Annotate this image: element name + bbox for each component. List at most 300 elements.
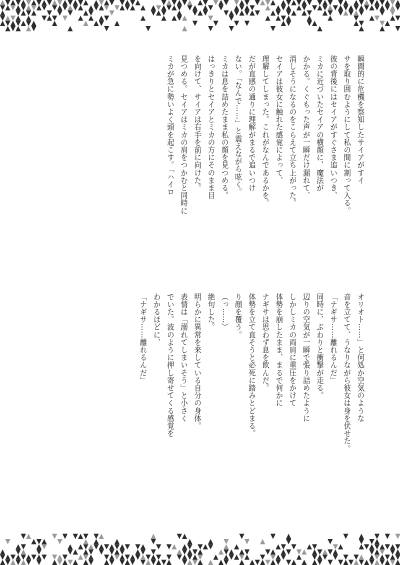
triangle-mark xyxy=(187,555,192,560)
triangle-mark xyxy=(364,5,369,10)
triangle-mark xyxy=(317,0,322,5)
triangle-mark xyxy=(62,534,67,539)
triangle-mark xyxy=(359,560,364,565)
triangle-mark xyxy=(161,16,166,21)
triangle-mark xyxy=(57,560,62,565)
triangle-mark xyxy=(395,544,400,549)
triangle-mark xyxy=(31,10,36,15)
triangle-mark xyxy=(26,10,31,15)
triangle-mark xyxy=(182,549,187,554)
triangle-mark xyxy=(57,555,62,560)
triangle-mark xyxy=(151,549,156,554)
triangle-mark xyxy=(31,5,36,10)
triangle-mark xyxy=(151,560,156,565)
triangle-mark xyxy=(286,549,291,554)
triangle-mark xyxy=(114,539,119,544)
triangle-mark xyxy=(151,534,156,539)
triangle-mark xyxy=(348,5,353,10)
triangle-mark xyxy=(395,26,400,31)
triangle-mark xyxy=(333,544,338,549)
triangle-mark xyxy=(270,26,275,31)
vertical-text-area xyxy=(34,55,368,515)
triangle-mark xyxy=(198,549,203,554)
triangle-mark xyxy=(0,560,5,565)
text-line: 理解してしまった。これがなんであるかを。 xyxy=(261,55,271,207)
triangle-mark xyxy=(16,549,21,554)
triangle-mark xyxy=(198,0,203,5)
triangle-mark xyxy=(385,555,390,560)
triangle-mark xyxy=(359,534,364,539)
triangle-mark xyxy=(338,5,343,10)
triangle-mark xyxy=(203,544,208,549)
triangle-mark xyxy=(312,21,317,26)
text-line: しかしミカの両肩に重圧をかけて xyxy=(289,293,299,407)
triangle-mark xyxy=(120,560,125,565)
triangle-mark xyxy=(62,16,67,21)
text-line: （っ……） xyxy=(221,293,231,331)
triangle-mark xyxy=(83,21,88,26)
triangle-mark xyxy=(182,26,187,31)
triangle-mark xyxy=(99,544,104,549)
triangle-mark xyxy=(21,560,26,565)
triangle-mark xyxy=(281,5,286,10)
triangle-mark xyxy=(364,544,369,549)
triangle-mark xyxy=(109,560,114,565)
triangle-mark xyxy=(296,555,301,560)
triangle-mark xyxy=(130,5,135,10)
triangle-mark xyxy=(31,539,36,544)
triangle-mark xyxy=(380,544,385,549)
triangle-mark xyxy=(0,21,5,26)
text-line: 体勢を立て直そうと必死に踏みとどまる。 xyxy=(248,293,258,438)
triangle-mark xyxy=(276,10,281,15)
text-line: だが直感の通りに理解がまるで追いつけ xyxy=(248,55,258,192)
triangle-mark xyxy=(374,544,379,549)
triangle-mark xyxy=(5,21,10,26)
triangle-mark xyxy=(213,21,218,26)
triangle-mark xyxy=(5,555,10,560)
triangle-mark xyxy=(99,21,104,26)
triangle-pattern-top xyxy=(0,0,400,34)
triangle-mark xyxy=(198,10,203,15)
triangle-mark xyxy=(234,544,239,549)
text-line: 瞬間的に危機を察知したサイアがすイ xyxy=(357,55,366,185)
triangle-mark xyxy=(369,544,374,549)
triangle-mark xyxy=(343,534,348,539)
triangle-mark xyxy=(83,534,88,539)
triangle-mark xyxy=(26,560,31,565)
triangle-mark xyxy=(270,10,275,15)
triangle-mark xyxy=(224,555,229,560)
triangle-mark xyxy=(374,16,379,21)
triangle-mark xyxy=(5,26,10,31)
triangle-mark xyxy=(140,544,145,549)
text-line: り顔を覆う。 xyxy=(234,293,244,339)
triangle-mark xyxy=(146,26,151,31)
triangle-mark xyxy=(239,549,244,554)
triangle-mark xyxy=(395,5,400,10)
triangle-mark xyxy=(21,549,26,554)
triangle-mark xyxy=(369,0,374,5)
triangle-mark xyxy=(78,555,83,560)
triangle-mark xyxy=(130,0,135,5)
text-line: 「ナギサ……離れるんだ」 xyxy=(139,293,149,385)
triangle-mark xyxy=(328,10,333,15)
triangle-mark xyxy=(234,21,239,26)
text-block-top xyxy=(34,55,368,273)
triangle-mark xyxy=(99,0,104,5)
triangle-mark xyxy=(385,21,390,26)
triangle-mark xyxy=(203,0,208,5)
text-line: 表情は「溺れてしまいそう」と小さく xyxy=(180,293,190,423)
triangle-mark xyxy=(281,555,286,560)
triangle-mark xyxy=(229,10,234,15)
triangle-mark xyxy=(42,16,47,21)
triangle-mark xyxy=(244,539,249,544)
triangle-mark xyxy=(140,5,145,10)
triangle-mark xyxy=(224,560,229,565)
triangle-mark xyxy=(16,21,21,26)
triangle-mark xyxy=(42,544,47,549)
triangle-mark xyxy=(57,0,62,5)
triangle-mark xyxy=(88,560,93,565)
triangle-mark xyxy=(343,5,348,10)
triangle-mark xyxy=(31,21,36,26)
triangle-mark xyxy=(255,0,260,5)
triangle-mark xyxy=(369,549,374,554)
triangle-mark xyxy=(307,10,312,15)
triangle-mark xyxy=(359,555,364,560)
triangle-mark xyxy=(255,560,260,565)
triangle-mark xyxy=(286,16,291,21)
text-line: ミカが急に勢いよく頭を起こす。「ハイロ xyxy=(166,55,176,196)
triangle-mark xyxy=(104,555,109,560)
triangle-mark xyxy=(130,560,135,565)
triangle-mark xyxy=(224,544,229,549)
triangle-mark xyxy=(208,26,213,31)
triangle-mark xyxy=(68,544,73,549)
text-line: 明らかに異常を来している自分の身体。 xyxy=(193,293,203,430)
triangle-mark xyxy=(312,555,317,560)
triangle-mark xyxy=(260,539,265,544)
triangle-mark xyxy=(161,10,166,15)
triangle-mark xyxy=(21,21,26,26)
triangle-mark xyxy=(62,5,67,10)
triangle-mark xyxy=(192,555,197,560)
triangle-mark xyxy=(322,0,327,5)
triangle-mark xyxy=(88,16,93,21)
triangle-mark xyxy=(161,0,166,5)
triangle-mark xyxy=(198,555,203,560)
triangle-mark xyxy=(36,5,41,10)
triangle-mark xyxy=(187,539,192,544)
triangle-mark xyxy=(244,549,249,554)
triangle-mark xyxy=(26,534,31,539)
triangle-mark xyxy=(21,0,26,5)
triangle-mark xyxy=(5,539,10,544)
triangle-mark xyxy=(390,5,395,10)
triangle-mark xyxy=(322,10,327,15)
triangle-mark xyxy=(276,555,281,560)
triangle-mark xyxy=(104,544,109,549)
triangle-mark xyxy=(21,544,26,549)
triangle-mark xyxy=(234,555,239,560)
triangle-mark xyxy=(291,560,296,565)
triangle-mark xyxy=(333,555,338,560)
triangle-mark xyxy=(114,544,119,549)
triangle-mark xyxy=(26,26,31,31)
triangle-mark xyxy=(187,544,192,549)
text-line: サを取り囲むようにして私の間に割って入る。 xyxy=(343,55,353,215)
triangle-mark xyxy=(208,539,213,544)
triangle-mark xyxy=(5,5,10,10)
triangle-mark xyxy=(286,5,291,10)
triangle-mark xyxy=(369,5,374,10)
triangle-mark xyxy=(255,10,260,15)
triangle-mark xyxy=(114,549,119,554)
text-line: 絶句した。 xyxy=(207,293,217,331)
triangle-mark xyxy=(68,0,73,5)
triangle-mark xyxy=(317,555,322,560)
triangle-mark xyxy=(10,21,15,26)
triangle-mark xyxy=(36,0,41,5)
triangle-mark xyxy=(385,5,390,10)
triangle-mark xyxy=(395,16,400,21)
triangle-mark xyxy=(203,10,208,15)
triangle-mark xyxy=(213,555,218,560)
triangle-mark xyxy=(239,5,244,10)
triangle-mark xyxy=(354,555,359,560)
triangle-mark xyxy=(109,544,114,549)
triangle-mark xyxy=(276,544,281,549)
triangle-mark xyxy=(172,544,177,549)
triangle-mark xyxy=(286,0,291,5)
triangle-mark xyxy=(10,560,15,565)
triangle-mark xyxy=(120,0,125,5)
text-line: ミカは息を詰めたまま私の顔を見つめる。 xyxy=(221,55,231,200)
triangle-mark xyxy=(359,539,364,544)
triangle-mark xyxy=(244,0,249,5)
triangle-mark xyxy=(52,534,57,539)
triangle-mark xyxy=(68,5,73,10)
triangle-mark xyxy=(73,549,78,554)
triangle-mark xyxy=(36,560,41,565)
triangle-mark xyxy=(265,549,270,554)
triangle-mark xyxy=(177,549,182,554)
triangle-mark xyxy=(390,549,395,554)
triangle-mark xyxy=(307,16,312,21)
triangle-mark xyxy=(26,5,31,10)
triangle-mark xyxy=(146,555,151,560)
triangle-mark xyxy=(83,549,88,554)
text-line: を向けて、サイアは右手を前に向けた。 xyxy=(193,55,203,192)
triangle-mark xyxy=(26,555,31,560)
triangle-mark xyxy=(354,10,359,15)
triangle-mark xyxy=(281,21,286,26)
triangle-mark xyxy=(395,0,400,5)
triangle-mark xyxy=(88,544,93,549)
triangle-mark xyxy=(218,549,223,554)
triangle-mark xyxy=(109,10,114,15)
triangle-mark xyxy=(68,560,73,565)
triangle-mark xyxy=(166,5,171,10)
text-line: でいた。波のように押し寄せてくる感覚を xyxy=(166,293,176,438)
triangle-mark xyxy=(182,560,187,565)
triangle-mark xyxy=(239,0,244,5)
triangle-mark xyxy=(218,0,223,5)
text-line: ナギサは思わず息を飲んだ。 xyxy=(261,293,271,392)
triangle-mark xyxy=(229,549,234,554)
triangle-mark xyxy=(281,16,286,21)
triangle-mark xyxy=(302,549,307,554)
triangle-mark xyxy=(265,16,270,21)
triangle-mark xyxy=(0,0,5,5)
triangle-mark xyxy=(120,555,125,560)
triangle-mark xyxy=(208,5,213,10)
triangle-mark xyxy=(73,0,78,5)
triangle-mark xyxy=(78,534,83,539)
triangle-mark xyxy=(395,555,400,560)
triangle-mark xyxy=(218,5,223,10)
text-line: 体勢を崩したまま、まるで何かに xyxy=(275,293,285,407)
triangle-mark xyxy=(374,560,379,565)
triangle-mark xyxy=(0,16,5,21)
triangle-mark xyxy=(172,16,177,21)
triangle-mark xyxy=(380,560,385,565)
triangle-mark xyxy=(52,555,57,560)
triangle-mark xyxy=(229,16,234,21)
triangle-mark xyxy=(312,549,317,554)
triangle-mark xyxy=(265,0,270,5)
triangle-mark xyxy=(36,539,41,544)
triangle-mark xyxy=(187,5,192,10)
triangle-mark xyxy=(177,0,182,5)
triangle-mark xyxy=(109,549,114,554)
triangle-mark xyxy=(16,544,21,549)
triangle-mark xyxy=(380,5,385,10)
triangle-mark xyxy=(348,560,353,565)
triangle-mark xyxy=(57,10,62,15)
triangle-mark xyxy=(88,10,93,15)
triangle-mark xyxy=(125,560,130,565)
text-line: 辺りの空気が一瞬で張り詰めたように xyxy=(302,293,312,423)
triangle-mark xyxy=(385,534,390,539)
triangle-mark xyxy=(270,549,275,554)
triangle-mark xyxy=(182,534,187,539)
triangle-mark xyxy=(250,5,255,10)
triangle-mark xyxy=(88,549,93,554)
triangle-mark xyxy=(0,10,5,15)
triangle-mark xyxy=(208,16,213,21)
triangle-mark xyxy=(322,549,327,554)
triangle-mark xyxy=(296,5,301,10)
triangle-mark xyxy=(224,549,229,554)
triangle-mark xyxy=(10,555,15,560)
triangle-mark xyxy=(385,544,390,549)
triangle-mark xyxy=(140,555,145,560)
triangle-mark xyxy=(348,10,353,15)
triangle-mark xyxy=(0,549,5,554)
triangle-mark xyxy=(244,10,249,15)
triangle-mark xyxy=(177,10,182,15)
triangle-mark xyxy=(83,0,88,5)
triangle-mark xyxy=(156,10,161,15)
triangle-mark xyxy=(312,544,317,549)
triangle-mark xyxy=(47,10,52,15)
triangle-mark xyxy=(109,0,114,5)
triangle-mark xyxy=(94,544,99,549)
triangle-mark xyxy=(114,5,119,10)
triangle-mark xyxy=(5,0,10,5)
triangle-mark xyxy=(146,560,151,565)
triangle-mark xyxy=(380,0,385,5)
triangle-mark xyxy=(177,5,182,10)
triangle-mark xyxy=(270,560,275,565)
triangle-mark xyxy=(380,26,385,31)
triangle-mark xyxy=(68,26,73,31)
triangle-mark xyxy=(88,555,93,560)
triangle-mark xyxy=(307,21,312,26)
triangle-mark xyxy=(281,544,286,549)
triangle-mark xyxy=(286,10,291,15)
triangle-mark xyxy=(73,5,78,10)
triangle-mark xyxy=(359,0,364,5)
triangle-mark xyxy=(380,555,385,560)
triangle-mark xyxy=(172,0,177,5)
triangle-mark xyxy=(151,10,156,15)
triangle-mark xyxy=(286,21,291,26)
triangle-mark xyxy=(239,555,244,560)
triangle-mark xyxy=(328,539,333,544)
triangle-mark xyxy=(359,21,364,26)
triangle-mark xyxy=(94,5,99,10)
text-line: ない。「なんで……」と震えながら呟く。 xyxy=(234,55,244,196)
triangle-mark xyxy=(208,560,213,565)
triangle-mark xyxy=(328,0,333,5)
triangle-mark xyxy=(140,16,145,21)
triangle-mark xyxy=(52,560,57,565)
triangle-mark xyxy=(239,534,244,539)
triangle-mark xyxy=(374,555,379,560)
triangle-mark xyxy=(135,544,140,549)
triangle-mark xyxy=(270,0,275,5)
triangle-pattern-bottom xyxy=(0,531,400,565)
triangle-mark xyxy=(177,534,182,539)
triangle-mark xyxy=(62,0,67,5)
triangle-mark xyxy=(78,5,83,10)
triangle-mark xyxy=(395,560,400,565)
triangle-mark xyxy=(62,560,67,565)
triangle-mark xyxy=(296,0,301,5)
triangle-mark xyxy=(135,549,140,554)
triangle-mark xyxy=(286,560,291,565)
triangle-mark xyxy=(229,555,234,560)
triangle-mark xyxy=(166,544,171,549)
triangle-mark xyxy=(161,5,166,10)
triangle-mark xyxy=(120,544,125,549)
triangle-mark xyxy=(125,5,130,10)
triangle-mark xyxy=(244,21,249,26)
triangle-mark xyxy=(260,555,265,560)
triangle-mark xyxy=(250,560,255,565)
triangle-mark xyxy=(83,539,88,544)
triangle-mark xyxy=(114,21,119,26)
triangle-mark xyxy=(172,5,177,10)
triangle-mark xyxy=(125,555,130,560)
triangle-mark xyxy=(0,5,5,10)
triangle-mark xyxy=(307,544,312,549)
triangle-mark xyxy=(94,21,99,26)
